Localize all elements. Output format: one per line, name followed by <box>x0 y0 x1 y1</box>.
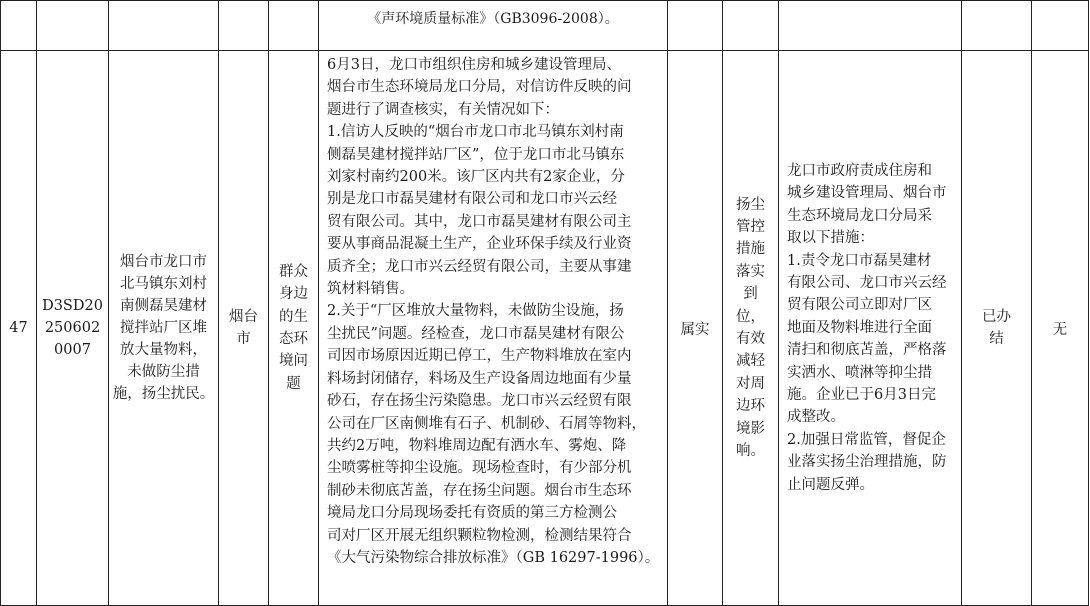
category-line: 群众 <box>279 263 308 280</box>
issue-line: 措施 <box>736 241 765 258</box>
complaint-line: 搅拌站厂区堆 <box>120 320 207 336</box>
status-line: 已办 <box>982 309 1011 325</box>
complaint-line: 南侧磊昊建材 <box>120 298 207 314</box>
verdict: 属实 <box>668 51 723 606</box>
investigation-line: 2.关于“厂区堆放大量物料，未做防尘设施，扬 <box>327 303 624 320</box>
investigation-line: 要从事商品混凝土生产，企业环保手续及行业资 <box>327 236 632 253</box>
complaint-line: 放大量物料， <box>120 342 207 358</box>
case-code-line: D3SD20 <box>42 298 103 314</box>
measures-line: 实洒水、喷淋等抑尘措 <box>787 364 932 381</box>
issue-line: 边环 <box>736 398 765 415</box>
measures-line: 取以下措施： <box>787 230 874 247</box>
pollution-category <box>269 51 319 606</box>
issue-line: 减轻 <box>736 353 765 370</box>
case-code-line: 250602 <box>44 320 101 336</box>
measures-line: 止问题反弹。 <box>787 476 874 493</box>
category-line: 的生 <box>279 308 308 325</box>
issue-summary <box>723 51 779 606</box>
measures-line: 1.责令龙口市磊昊建材 <box>787 252 932 269</box>
measures-line: 成整改。 <box>787 409 845 426</box>
administrative-region <box>219 51 269 606</box>
region-line: 烟台 <box>229 309 258 325</box>
investigation-findings <box>319 51 668 606</box>
case-code <box>37 51 109 606</box>
measures-line: 有限公司、龙口市兴云经 <box>787 274 947 291</box>
measures-line: 城乡建设管理局、烟台市 <box>787 185 947 202</box>
category-line: 态环 <box>279 331 308 347</box>
investigation-line: 侧磊昊建材搅拌站厂区”，位于龙口市北马镇东 <box>327 146 625 163</box>
investigation-line: 境局龙口分局现场委托有资质的第三方检测公 <box>327 505 617 522</box>
investigation-line: 共约2万吨，物料堆周边配有洒水车、雾炮、降 <box>327 437 627 454</box>
category-line: 身边 <box>279 286 308 303</box>
handling-measures <box>779 51 962 606</box>
issue-line: 有效 <box>736 331 765 347</box>
measures-line: 贸有限公司立即对厂区 <box>787 297 932 314</box>
category-line: 题 <box>286 375 301 392</box>
issue-line: 对周 <box>736 375 765 392</box>
investigation-line: 尘扰民”问题。经检查，龙口市磊昊建材有限公 <box>327 325 625 342</box>
investigation-line: 筑材料销售。 <box>327 281 414 298</box>
issue-line: 到 <box>743 286 758 303</box>
investigation-line: 质齐全；龙口市兴云经贸有限公司，主要从事建 <box>327 258 632 275</box>
complaint-content <box>109 51 219 606</box>
investigation-line: 公司在厂区南侧堆有石子、机制砂、石屑等物料， <box>327 415 646 432</box>
case-code-line: 0007 <box>54 342 91 358</box>
row-index: 47 <box>1 51 37 606</box>
investigation-line: 司因市场原因近期已停工，生产物料堆放在室内 <box>327 348 632 365</box>
investigation-line: 《大气污染物综合排放标准》（GB 16297-1996）。 <box>327 549 660 566</box>
measures-line: 龙口市政府责成住房和 <box>787 162 932 179</box>
investigation-line: 制砂未彻底苫盖，存在扬尘问题。烟台市生态环 <box>327 482 632 499</box>
investigation-line: 砂石，存在扬尘污染隐患。龙口市兴云经贸有限 <box>327 393 632 410</box>
issue-line: 扬尘 <box>736 196 765 213</box>
investigation-line: 料场封闭储存，料场及生产设备周边地面有少量 <box>327 370 632 387</box>
investigation-line: 6月3日，龙口市组织住房和城乡建设管理局、 <box>327 57 621 73</box>
measures-line: 地面及物料堆进行全面 <box>787 319 932 336</box>
complaint-line: 施，扬尘扰民。 <box>112 386 215 402</box>
issue-line: 境影 <box>736 420 765 437</box>
complaint-line: 北马镇东刘村 <box>120 276 207 292</box>
investigation-line: 尘喷雾桩等抑尘设施。现场检查时，有少部分机 <box>327 460 632 477</box>
investigation-line: 刘家村南约200米。该厂区内共有2家企业，分 <box>327 169 625 186</box>
issue-line: 落实 <box>736 263 765 280</box>
complaint-line: 未做防尘措 <box>127 364 200 380</box>
issue-line: 响。 <box>736 443 765 460</box>
issue-line: 位， <box>736 308 765 325</box>
status-line: 结 <box>989 331 1004 347</box>
accountability: 无 <box>1032 51 1089 606</box>
measures-line: 施。企业已于6月3日完 <box>787 387 936 404</box>
investigation-line: 贸有限公司。其中，龙口市磊昊建材有限公司主 <box>327 213 632 230</box>
previous-row <box>1 1 1089 51</box>
complaint-line: 烟台市龙口市 <box>120 254 207 270</box>
measures-line: 生态环境局龙口分局采 <box>787 207 932 224</box>
investigation-line: 烟台市生态环境局龙口分局，对信访件反映的问 <box>327 79 632 96</box>
region-line: 市 <box>236 331 251 347</box>
measures-line: 业落实扬尘治理措施，防 <box>787 454 947 471</box>
previous-row-text: 《声环境质量标准》（GB3096-2008）。 <box>319 1 668 51</box>
table-row <box>1 51 1089 606</box>
investigation-line: 题进行了调查核实，有关情况如下： <box>327 101 559 118</box>
investigation-line: 1.信访人反映的“烟台市龙口市北马镇东刘村南 <box>327 124 624 141</box>
handling-status <box>962 51 1032 606</box>
investigation-line: 别是龙口市磊昊建材有限公司和龙口市兴云经 <box>327 191 617 208</box>
issue-line: 管控 <box>736 218 765 235</box>
investigation-line: 司对厂区开展无组织颗粒物检测，检测结果符合 <box>327 527 632 544</box>
category-line: 境问 <box>279 353 308 370</box>
measures-line: 2.加强日常监管，督促企 <box>787 431 946 448</box>
measures-line: 清扫和彻底苫盖，严格落 <box>787 342 947 359</box>
